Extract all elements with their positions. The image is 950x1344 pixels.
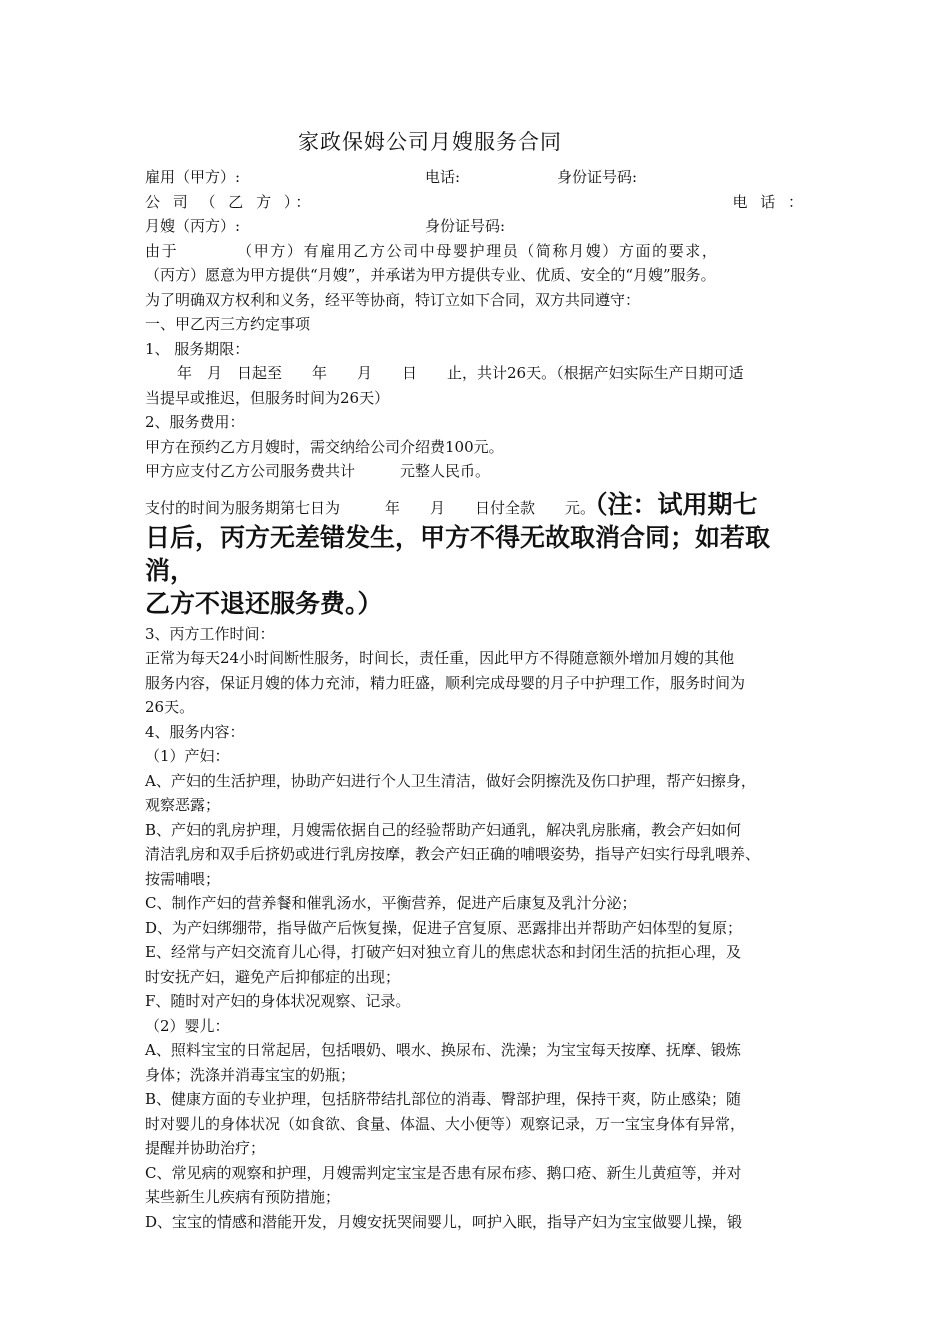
item3-line-3: 26天。 <box>145 698 195 716</box>
page-title: 家政保姆公司月嫂服务合同 <box>298 130 562 154</box>
contract-body <box>145 165 807 1234</box>
employer-phone-label: 电话: <box>425 168 461 186</box>
item2-line-2: 甲方应支付乙方公司服务费共计 元整人民币。 <box>145 462 491 480</box>
company-line <box>145 190 807 215</box>
mother-line-d: D、为产妇绑绷带，指导做产后恢复操，促进子宫复原、恶露排出并帮助产妇体型的复原； <box>145 918 743 937</box>
section1-heading: 一、甲乙丙三方约定事项 <box>145 315 311 333</box>
baby-line-c1: C、常见病的观察和护理，月嫂需判定宝宝是否患有尿布疹、鹅口疮、新生儿黄疸等，并对 <box>145 1163 742 1182</box>
mother-line-b1: B、产妇的乳房护理，月嫂需依据自己的经验帮助产妇通乳，解决乳房胀痛，教会产妇如何 <box>145 820 742 839</box>
company-phone-label: 电 话 ： <box>732 192 807 211</box>
mother-line-b3: 按需哺喂； <box>145 869 221 888</box>
employer-label: 雇用（甲方）: <box>145 168 241 186</box>
baby-line-a1: A、照料宝宝的日常起居，包括喂奶、喂水、换尿布、洗澡；为宝宝每天按摩、抚摩、锻炼 <box>145 1041 741 1059</box>
baby-line-b3: 提醒并协助治疗； <box>145 1139 266 1157</box>
item3-heading: 3、丙方工作时间： <box>145 624 275 643</box>
mother-line-b2: 清洁乳房和双手后挤奶或进行乳房按摩，教会产妇正确的哺喂姿势，指导产妇实行母乳喂养、 <box>145 845 761 863</box>
employer-line <box>145 165 807 190</box>
trial-note-2: 日后，丙方无差错发生，甲方不得无故取消合同；如若取消， <box>145 522 771 585</box>
baby-line-b2: 时对婴儿的身体状况（如食欲、食量、体温、大小便等）观察记录，万一宝宝身体有异常， <box>145 1114 746 1133</box>
mother-line-a1: A、产妇的生活护理，协助产妇进行个人卫生清洁，做好会阴擦洗及伤口护理，帮产妇擦身， <box>145 771 756 790</box>
item1-line-1: 年 月 日起至 年 月 日 止，共计26天。（根据产妇实际生产日期可适 <box>177 364 744 382</box>
item1-heading: 1、 服务期限： <box>145 339 250 358</box>
nanny-id-label: 身份证号码: <box>425 217 506 235</box>
nanny-label: 月嫂（丙方）: <box>145 217 241 235</box>
mother-heading: （1）产妇： <box>145 747 230 765</box>
baby-line-c2: 某些新生儿疾病有预防措施； <box>145 1188 341 1206</box>
trial-note-1: （注：试用期七 <box>595 489 758 519</box>
payment-note-block <box>145 488 807 521</box>
nanny-line <box>145 214 807 239</box>
baby-line-d1: D、宝宝的情感和潜能开发，月嫂安抚哭闹婴儿，呵护入眠，指导产妇为宝宝做婴儿操，锻 <box>145 1212 743 1231</box>
employer-id-label: 身份证号码: <box>557 168 638 186</box>
item4-heading: 4、服务内容： <box>145 722 245 741</box>
item1-line-2: 当提早或推迟，但服务时间为26天） <box>145 388 390 407</box>
item3-line-2: 服务内容，保证月嫂的体力充沛，精力旺盛，顺利完成母婴的月子中护理工作，服务时间为 <box>145 673 746 692</box>
intro-line-3: 为了明确双方权利和义务，经平等协商，特订立如下合同，双方共同遵守： <box>145 290 641 309</box>
baby-line-b1: B、健康方面的专业护理，包括脐带结扎部位的消毒、臀部护理，保持干爽，防止感染；随 <box>145 1090 742 1108</box>
mother-line-c: C、制作产妇的营养餐和催乳汤水，平衡营养，促进产后康复及乳汁分泌； <box>145 894 637 912</box>
item2-line-3: 支付的时间为服务期第七日为 年 月 日付全款 元。 <box>145 498 596 517</box>
mother-line-f: F、随时对产妇的身体状况观察、记录。 <box>145 992 411 1010</box>
item3-line-1: 正常为每天24小时间断性服务，时间长，责任重，因此甲方不得随意额外增加月嫂的其他 <box>145 649 735 667</box>
item2-heading: 2、服务费用： <box>145 413 245 431</box>
trial-note-3: 乙方不退还服务费。） <box>145 588 383 618</box>
intro-line-1: 由于 （甲方）有雇用乙方公司中母婴护理员（简称月嫂）方面的要求， <box>145 241 719 260</box>
intro-line-2: （丙方）愿意为甲方提供“月嫂”，并承诺为甲方提供专业、优质、安全的“月嫂”服务。 <box>145 266 716 284</box>
item2-line-1: 甲方在预约乙方月嫂时，需交纳给公司介绍费100元。 <box>145 437 504 456</box>
baby-heading: （2）婴儿： <box>145 1016 230 1035</box>
company-label: 公 司 （ 乙 方 ）： <box>145 192 315 211</box>
mother-line-a2: 观察恶露； <box>145 796 221 814</box>
mother-line-e2: 时安抚产妇，避免产后抑郁症的出现； <box>145 967 401 986</box>
baby-line-a2: 身体；洗涤并消毒宝宝的奶瓶； <box>145 1065 356 1084</box>
mother-line-e1: E、经常与产妇交流育儿心得，打破产妇对独立育儿的焦虑状态和封闭生活的抗拒心理，及 <box>145 943 741 961</box>
